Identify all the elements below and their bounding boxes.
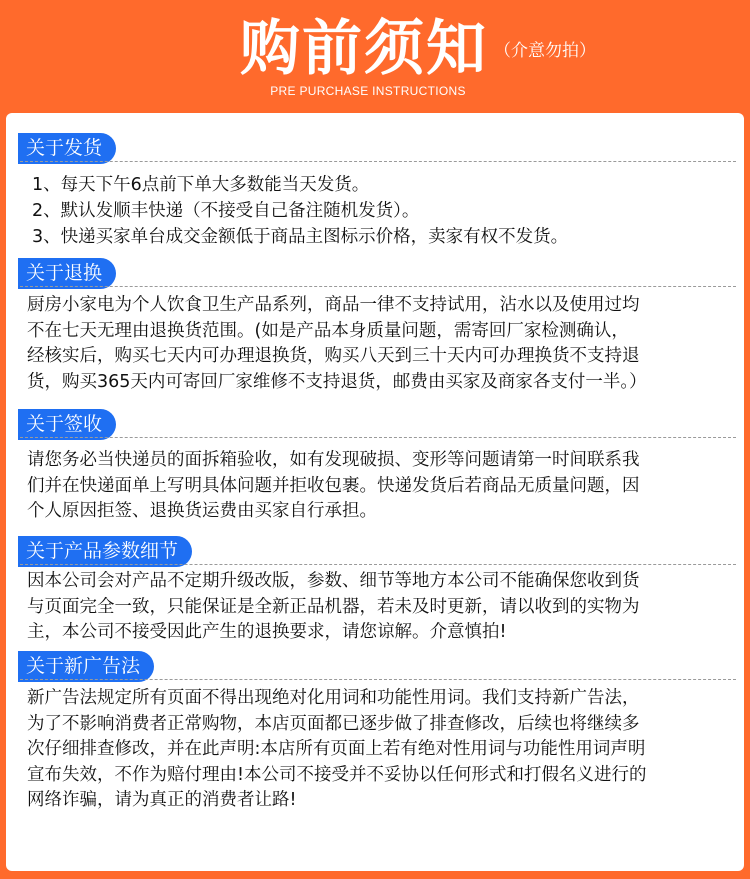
list-item: 个人原因拒签、退换货运费由买家自行承担。: [27, 501, 377, 521]
section-label-product-params: 关于产品参数细节: [18, 536, 192, 567]
section-body-returns: [27, 293, 737, 395]
list-item: 经核实后，购买七天内可办理退换货，购买八天到三十天内可办理换货不支持退: [27, 346, 640, 366]
list-item: 货，购买365天内可寄回厂家维修不支持退货，邮费由买家及商家各支付一半。）: [27, 371, 647, 392]
list-item: 新广告法规定所有页面不得出现绝对化用词和功能性用词。我们支持新广告法，: [27, 688, 640, 708]
list-item: 为了不影响消费者正常购物，本店页面都已逐步做了排查修改，后续也将继续多: [27, 713, 640, 734]
list-item: 请您务必当快递员的面拆箱验收，如有发现破损、变形等问题请第一时间联系我: [27, 450, 640, 470]
title-note: （介意勿拍）: [494, 41, 596, 61]
list-item: 们并在快递面单上写明具体问题并拒收包裹。快递发货后若商品无质量问题，因: [27, 475, 640, 496]
list-item: 网络诈骗，请为真正的消费者让路!: [27, 790, 297, 810]
page-header: [0, 0, 750, 108]
list-item: 不在七天无理由退换货范围。(如是产品本身质量问题，需寄回厂家检测确认，: [27, 320, 629, 341]
list-item: 2、默认发顺丰快递（不接受自己备注随机发货）。: [32, 201, 420, 221]
section-divider: [20, 564, 736, 565]
section-divider: [20, 161, 736, 162]
section-body-shipping: [32, 172, 742, 250]
section-body-product-params: [27, 569, 737, 646]
list-item: 宣布失效，不作为赔付理由!本公司不接受并不妥协以任何形式和打假名义进行的: [27, 764, 647, 785]
list-item: 厨房小家电为个人饮食卫生产品系列，商品一律不支持试用，沾水以及使用过均: [27, 295, 640, 315]
section-divider: [20, 437, 736, 438]
section-body-ad-law: [27, 686, 737, 814]
section-label-returns: 关于退换: [18, 258, 116, 289]
section-divider: [20, 679, 736, 680]
list-item: 因本公司会对产品不定期升级改版，参数、细节等地方本公司不能确保您收到货: [27, 571, 640, 591]
list-item: 1、每天下午6点前下单大多数能当天发货。: [32, 175, 370, 195]
list-item: 3、快递买家单台成交金额低于商品主图标示价格，卖家有权不发货。: [32, 227, 569, 247]
section-divider: [20, 286, 736, 287]
page-title: 购前须知: [240, 14, 488, 84]
list-item: 主，本公司不接受因此产生的退换要求，请您谅解。介意慎拍!: [27, 622, 507, 642]
instructions-panel: [6, 113, 744, 871]
section-label-receipt: 关于签收: [18, 409, 116, 440]
list-item: 次仔细排查修改，并在此声明:本店所有页面上若有绝对性用词与功能性用词声明: [27, 739, 646, 759]
section-label-ad-law: 关于新广告法: [18, 651, 154, 682]
page-subtitle: PRE PURCHASE INSTRUCTIONS: [270, 84, 466, 98]
section-body-receipt: [27, 448, 737, 525]
section-label-shipping: 关于发货: [18, 133, 116, 164]
list-item: 与页面完全一致，只能保证是全新正品机器，若未及时更新，请以收到的实物为: [27, 596, 640, 617]
